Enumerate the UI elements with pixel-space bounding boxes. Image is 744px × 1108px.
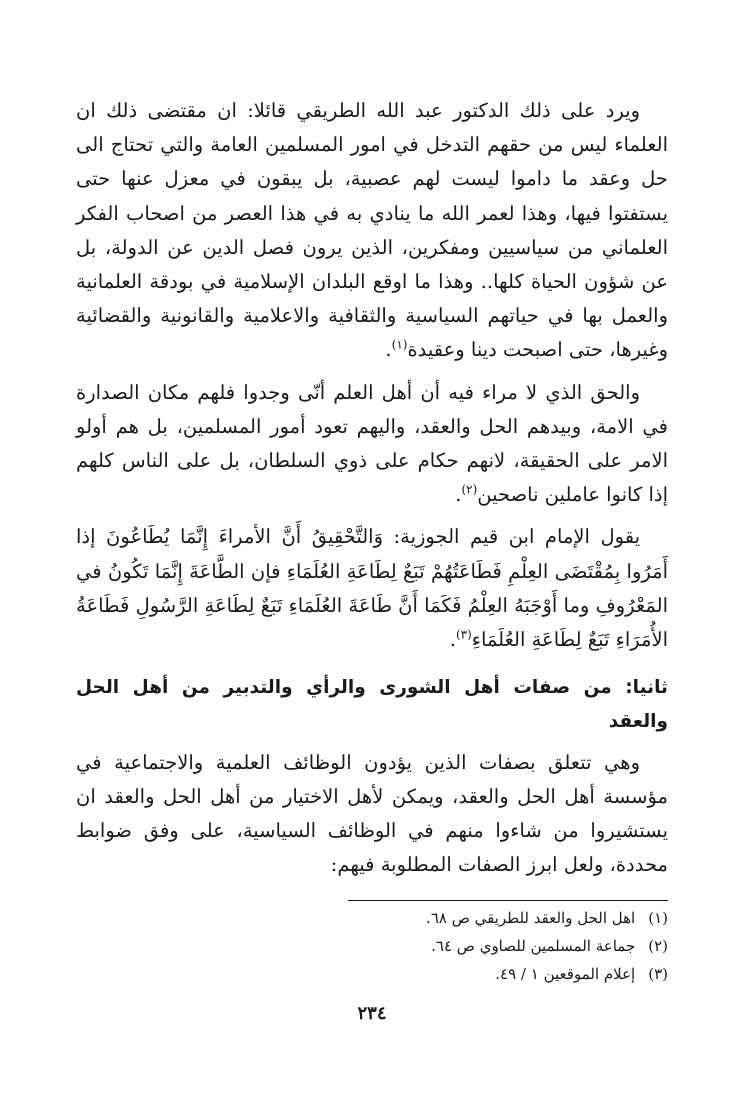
footnote-ref-2: (٢): [461, 482, 478, 497]
paragraph-4: [76, 746, 668, 883]
paragraph-3-quote: [76, 520, 668, 657]
footnote-3: [268, 960, 668, 988]
paragraph-2: [76, 376, 668, 513]
footnote-ref-3: (٣): [455, 627, 472, 642]
footnote-2: [268, 932, 668, 960]
footnote-1-text: اهل الحل والعقد للطريقي ص ٦٨.: [426, 909, 636, 927]
paragraph-4-text: وهي تتعلق بصفات الذين يؤدون الوظائف العلمية والاجتماعية في مؤسسة أهل الحل والعقد، ويمكن لأهل الاختيار من أهل الحل والعقد ان يستشيروا من شاءوا منهم في الوظائف السياسية، على وفق ضوابط محددة، ولعل ابرز الصفات المطلوبة فيهم:: [76, 750, 668, 877]
paragraph-3-text: يقول الإمام ابن قيم الجوزية: وَالتَّحْقِيقُ أَنَّ الأمراءَ إِنَّمَا يُطَاعُونَ إذا أَمَرُوا بِمُقْتَضَى العِلْمِ فَطَاعَتُهُمْ تَبَعٌ لِطَاعَةِ العُلَمَاءِ فإن الطَّاعَةَ إِنَّمَا تَكُونُ في المَعْرُوفِ وما أَوْجَبَهُ العِلْمُ فَكَمَا أَنَّ طَاعَةَ العُلَمَاءِ تَبَعٌ لِطَاعَةِ الرَّسُولِ فَطَاعَةُ الأُمَرَاءِ تَبَعٌ لِطَاعَةِ العُلَمَاءِ: [76, 525, 668, 652]
footnote-2-number: (٢): [648, 937, 668, 955]
paragraph-1-text: ويرد على ذلك الدكتور عبد الله الطريقي قائلا: ان مقتضى ذلك ان العلماء ليس من حقهم التدخل في امور المسلمين العامة والتي تحتاج الى حل وعقد ما داموا ليست لهم عصبية، بل يبقون في معزل عنها حتى يستفتوا فيها، وهذا لعمر الله ما ينادي به في هذا العصر من اصحاب الفكر العلماني من سياسيين ومفكرين، الذين يرون فصل الدين عن الدولة، بل عن شؤون الحياة كلها.. وهذا ما اوقع البلدان الإسلامية في بودقة العلمانية والعمل بها في حياتهم السياسية والثقافية والاعلامية والقانونية والقضائية وغيرها، حتى اصبحت دينا وعقيدة: [76, 99, 668, 362]
section-heading: ثانيا: من صفات أهل الشورى والرأي والتدبير من أهل الحل والعقد: [76, 677, 668, 733]
paragraph-1-end: .: [385, 338, 392, 362]
main-text: [76, 94, 668, 890]
footnote-ref-1: (١): [391, 337, 408, 352]
footnote-divider: [348, 900, 668, 901]
footnote-1-number: (١): [648, 909, 668, 927]
footnotes: [268, 904, 668, 988]
footnote-3-text: إعلام الموقعين ١ / ٤٩.: [495, 965, 636, 983]
paragraph-2-text: والحق الذي لا مراء فيه أن أهل العلم أنّى وجدوا فلهم مكان الصدارة في الامة، وبيدهم الحل والعقد، واليهم تعود أمور المسلمين، بل هم أولو الامر على الحقيقة، لانهم حكام على ذوي السلطان، بل على الناس كلهم إذا كانوا عاملين ناصحين: [76, 380, 668, 507]
footnote-2-text: جماعة المسلمين للصاوي ص ٦٤.: [431, 937, 636, 955]
paragraph-2-end: .: [455, 483, 462, 507]
paragraph-3-end: .: [449, 628, 456, 652]
paragraph-1: [76, 94, 668, 368]
page-number: ٢٣٤: [357, 1003, 387, 1024]
footnote-3-number: (٣): [648, 965, 668, 983]
footnote-1: [268, 904, 668, 932]
